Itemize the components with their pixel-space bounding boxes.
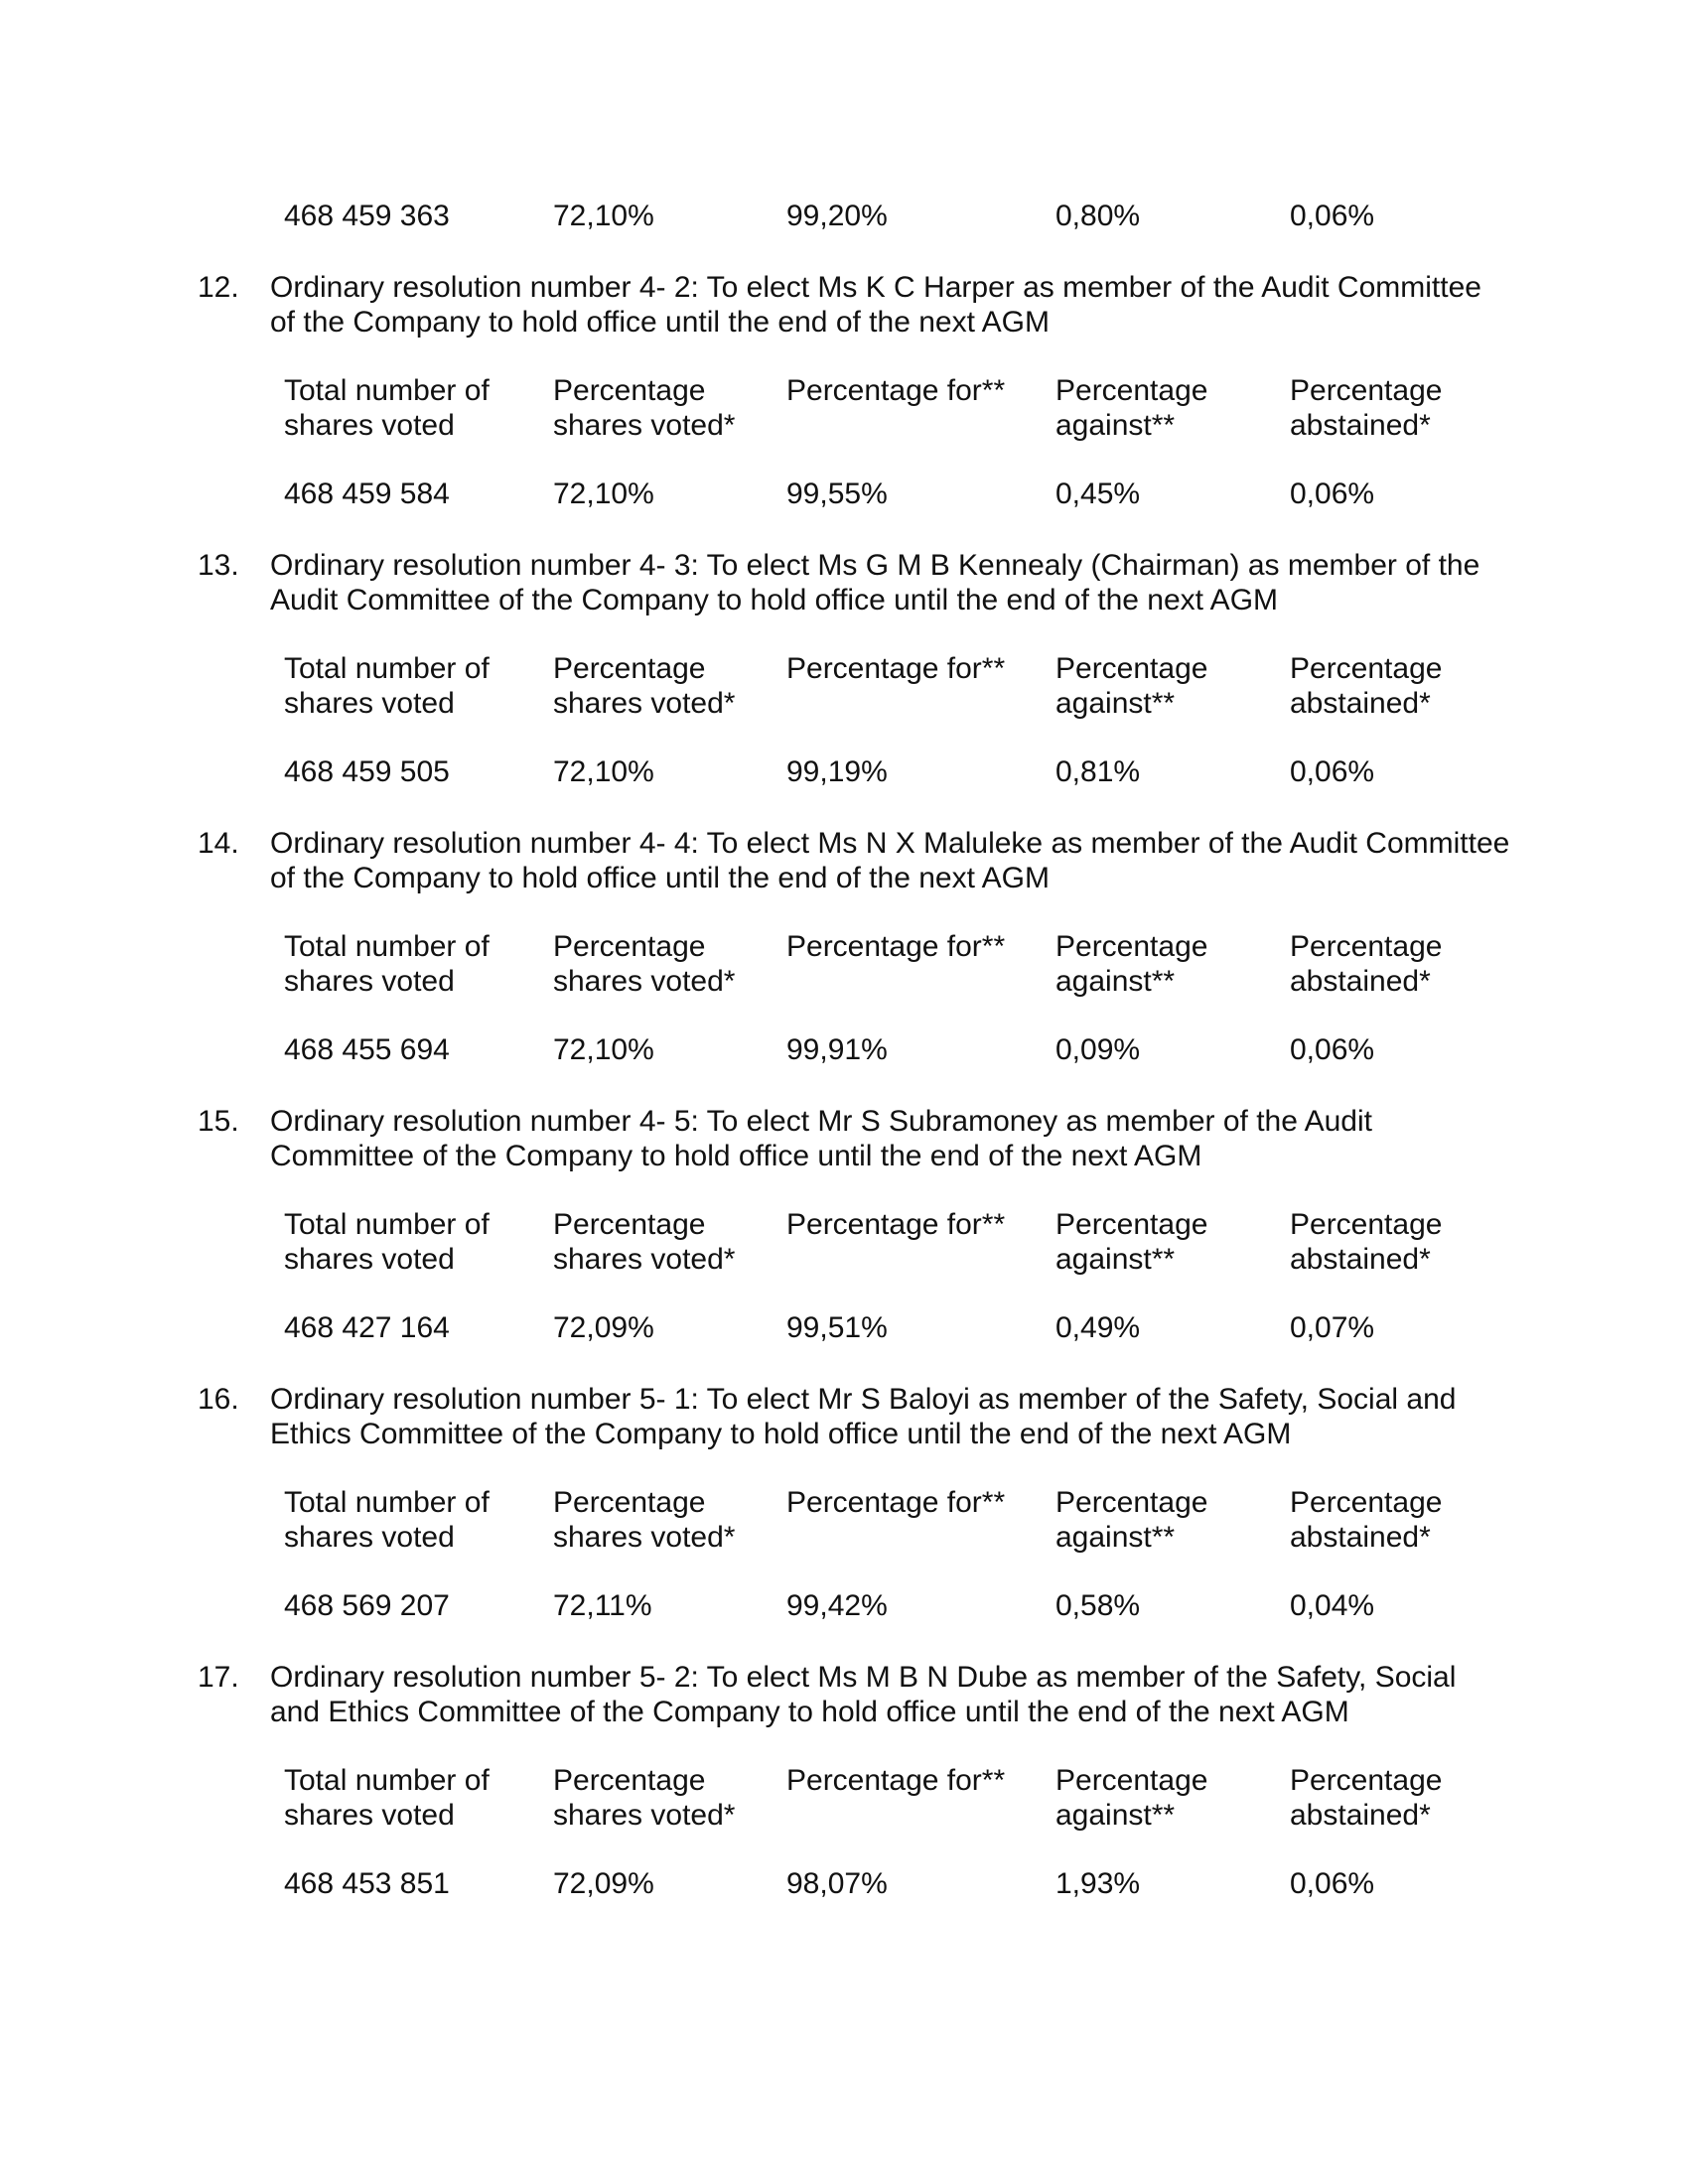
header-pct-voted: Percentage shares voted* [553,374,736,442]
pct-voted-value: 72,10% [553,478,654,510]
pct-abstained-value: 0,06% [1290,755,1375,788]
resolution-number: 16. [198,1383,239,1416]
table-row [0,477,1688,511]
header-pct-for: Percentage for** [786,930,1006,963]
pct-against-value: 0,45% [1055,478,1141,510]
pct-voted-value: 72,10% [553,1033,654,1066]
header-pct-for: Percentage for** [786,374,1006,407]
resolution-text: Ordinary resolution number 5- 2: To elect Ms M B N Dube as member of the Safety, Social and Ethics Committee of the Company to hold office until the end of the next AGM [270,1661,1457,1728]
header-pct-abstained: Percentage abstained* [1290,652,1443,720]
header-pct-voted: Percentage shares voted* [553,1764,736,1832]
resolution-number: 17. [198,1661,239,1694]
pct-for-value: 99,91% [786,1033,888,1066]
table-row [0,199,1688,233]
pct-for-value: 99,20% [786,200,888,232]
header-pct-voted: Percentage shares voted* [553,1486,736,1554]
table-row [0,1588,1688,1623]
resolution-text: Ordinary resolution number 4- 3: To elect Ms G M B Kennealy (Chairman) as member of the Audit Committee of the Company to hold office until the end of the next AGM [270,549,1480,616]
resolution-text: Ordinary resolution number 4- 2: To elect Ms K C Harper as member of the Audit Committee of the Company to hold office until the end of the next AGM [270,271,1481,339]
resolution-text: Ordinary resolution number 4- 5: To elect Mr S Subramoney as member of the Audit Committee of the Company to hold office until the end of the next AGM [270,1105,1372,1172]
table-header [0,373,1688,443]
pct-against-value: 0,81% [1055,755,1141,788]
header-pct-against: Percentage against** [1055,374,1208,442]
header-pct-voted: Percentage shares voted* [553,1208,736,1276]
pct-for-value: 99,51% [786,1311,888,1344]
table-header [0,1485,1688,1555]
table-header [0,1763,1688,1833]
resolution-text: Ordinary resolution number 5- 1: To elect Mr S Baloyi as member of the Safety, Social and Ethics Committee of the Company to hold office until the end of the next AGM [270,1383,1457,1450]
pct-for-value: 99,42% [786,1589,888,1622]
pct-abstained-value: 0,04% [1290,1589,1375,1622]
total-shares-value: 468 455 694 [284,1033,450,1066]
pct-voted-value: 72,09% [553,1867,654,1900]
pct-against-value: 0,09% [1055,1033,1141,1066]
pct-against-value: 0,49% [1055,1311,1141,1344]
table-row [0,1866,1688,1901]
header-pct-against: Percentage against** [1055,1764,1208,1832]
pct-for-value: 98,07% [786,1867,888,1900]
header-total: Total number of shares voted [284,374,490,442]
header-pct-voted: Percentage shares voted* [553,930,736,998]
table-header [0,929,1688,999]
pct-against-value: 0,58% [1055,1589,1141,1622]
header-pct-against: Percentage against** [1055,1486,1208,1554]
header-pct-for: Percentage for** [786,1764,1006,1797]
pct-voted-value: 72,10% [553,755,654,788]
pct-abstained-value: 0,06% [1290,1033,1375,1066]
table-row [0,1032,1688,1067]
resolution-number: 13. [198,549,239,582]
table-row [0,754,1688,789]
header-total: Total number of shares voted [284,1208,490,1276]
header-total: Total number of shares voted [284,1486,490,1554]
pct-for-value: 99,19% [786,755,888,788]
resolution-number: 12. [198,271,239,304]
header-total: Total number of shares voted [284,1764,490,1832]
table-row [0,1310,1688,1345]
total-shares-value: 468 459 584 [284,478,450,510]
header-pct-against: Percentage against** [1055,652,1208,720]
pct-against-value: 0,80% [1055,200,1141,232]
total-shares-value: 468 459 363 [284,200,450,232]
header-total: Total number of shares voted [284,652,490,720]
header-pct-for: Percentage for** [786,1208,1006,1241]
header-pct-abstained: Percentage abstained* [1290,1486,1443,1554]
header-pct-abstained: Percentage abstained* [1290,374,1443,442]
total-shares-value: 468 453 851 [284,1867,450,1900]
header-pct-for: Percentage for** [786,1486,1006,1519]
pct-abstained-value: 0,07% [1290,1311,1375,1344]
resolution-number: 14. [198,827,239,860]
pct-voted-value: 72,10% [553,200,654,232]
header-pct-abstained: Percentage abstained* [1290,1764,1443,1832]
resolution-text: Ordinary resolution number 4- 4: To elect Ms N X Maluleke as member of the Audit Committee of the Company to hold office until the end of the next AGM [270,827,1510,894]
pct-abstained-value: 0,06% [1290,1867,1375,1900]
total-shares-value: 468 427 164 [284,1311,450,1344]
pct-voted-value: 72,11% [553,1589,652,1622]
resolution-number: 15. [198,1105,239,1138]
total-shares-value: 468 569 207 [284,1589,450,1622]
header-pct-for: Percentage for** [786,652,1006,685]
header-pct-against: Percentage against** [1055,930,1208,998]
header-pct-voted: Percentage shares voted* [553,652,736,720]
header-total: Total number of shares voted [284,930,490,998]
table-header [0,1207,1688,1277]
pct-abstained-value: 0,06% [1290,200,1375,232]
pct-against-value: 1,93% [1055,1867,1141,1900]
pct-voted-value: 72,09% [553,1311,654,1344]
header-pct-abstained: Percentage abstained* [1290,930,1443,998]
header-pct-against: Percentage against** [1055,1208,1208,1276]
total-shares-value: 468 459 505 [284,755,450,788]
pct-abstained-value: 0,06% [1290,478,1375,510]
header-pct-abstained: Percentage abstained* [1290,1208,1443,1276]
table-header [0,651,1688,721]
pct-for-value: 99,55% [786,478,888,510]
